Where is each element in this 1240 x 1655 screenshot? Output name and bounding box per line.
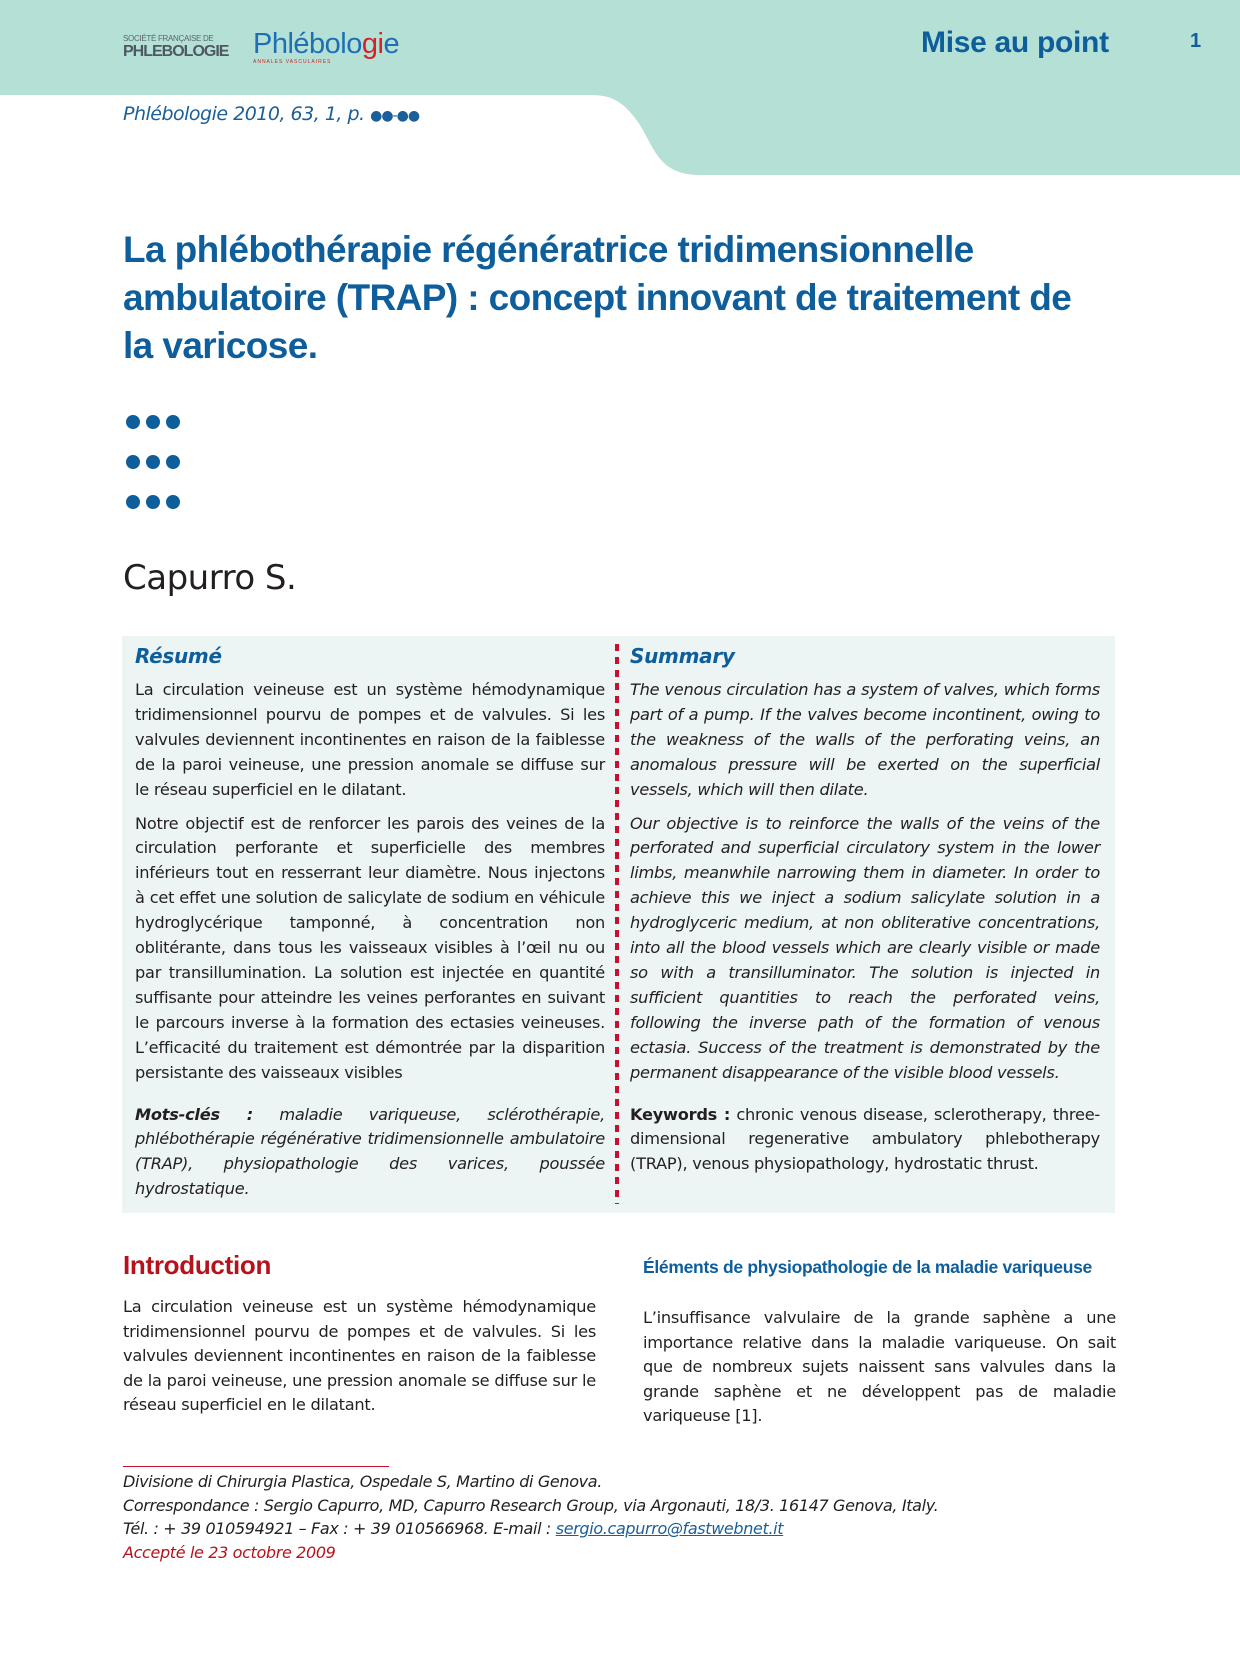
introduction-heading: Introduction: [123, 1250, 272, 1280]
dot-icon: [126, 455, 140, 469]
abstract-english: [630, 636, 1100, 1186]
email-link[interactable]: sergio.capurro@fastwebnet.it: [555, 1519, 784, 1538]
journal-citation: [123, 103, 419, 125]
abstract-heading-fr: Résumé: [135, 644, 222, 668]
journal-logo-name: Phlébolo: [253, 28, 362, 60]
footnote-rule: [123, 1466, 389, 1467]
article-author: Capurro S.: [123, 558, 297, 598]
introduction-section: [123, 1250, 596, 1418]
society-logo-line2: PHLEBOLOGIE: [123, 43, 229, 60]
article-title: La phlébothérapie régénératrice tridimensionnelle ambulatoire (TRAP) : concept innovant de traitement de la varicose.: [123, 229, 1072, 366]
dot-icon: [126, 415, 140, 429]
abstract-heading-en: Summary: [630, 644, 735, 668]
keywords-list-fr: maladie variqueuse, sclérothérapie, phlébothérapie régénérative tridimensionnelle ambulatoire (TRAP), physiopathologie des varices, poussée hydrostatique.: [135, 1104, 605, 1199]
keywords-label-fr: Mots-clés :: [135, 1104, 253, 1124]
accepted-date: Accepté le 23 octobre 2009: [123, 1542, 336, 1562]
abstract-french: [135, 636, 605, 1211]
dot-icon: [166, 495, 180, 509]
keywords-fr: [135, 1103, 605, 1203]
society-logo-line1: SOCIÉTÉ FRANÇAISE DE: [123, 34, 214, 43]
physiopathology-section: [643, 1250, 1116, 1429]
dot-icon: [126, 495, 140, 509]
physiopathology-text: L’insuffisance valvulaire de la grande saphène a une importance relative dans la maladie variqueuse. On sait que de nombreux sujets naissent sans valvules dans la grande saphène et ne développent pas de maladie variqueuse [1].: [643, 1308, 1116, 1425]
abstract-paragraph: Notre objectif est de renforcer les parois des veines de la circulation perforante et superficielle des membres inférieurs tout en resserrant leur diamètre. Nous injectons à cet effet une solution de salicylate de sodium en véhicule hydroglycérique tamponné, à concentration non oblitérante, dans tous les vaisseaux visibles à l’œil nu ou par transillumination. La solution est injectée en quantité suffisante pour atteindre les veines perforantes en suivant le parcours inverse à la formation des ectasies veineuses. L’efficacité du traitement est démontrée par la disparition persistante des vaisseaux visibles: [135, 813, 605, 1082]
affiliation: Divisione di Chirurgia Plastica, Ospedale S, Martino di Genova.: [123, 1472, 602, 1491]
dot-icon: [146, 455, 160, 469]
dot-icon: [146, 495, 160, 509]
journal-logo-name-end: e: [383, 28, 400, 60]
dot-icon: [166, 455, 180, 469]
column-divider: [615, 644, 619, 1204]
dot-icon: [146, 415, 160, 429]
introduction-text: La circulation veineuse est un système hémodynamique tridimensionnel pourvu de pompes et de valvules. Si les valvules deviennent incontinentes en raison de la faiblesse de la paroi veineuse, une pression anomale se diffuse sur le réseau superficiel en le dilatant.: [123, 1297, 596, 1414]
correspondence: Correspondance : Sergio Capurro, MD, Capurro Research Group, via Argonauti, 18/3. 16147 Genova, Italy.: [123, 1495, 939, 1515]
keywords-en: [630, 1103, 1100, 1178]
citation-text: Phlébologie 2010, 63, 1, p.: [123, 103, 371, 125]
journal-logo-subtitle: ANNALES VASCULAIRES: [253, 59, 332, 65]
keywords-label-en: Keywords :: [630, 1104, 731, 1124]
contact-phone-fax: Tél. : + 39 010594921 – Fax : + 39 010566968. E-mail :: [123, 1519, 556, 1538]
page-number: 1: [1190, 30, 1202, 52]
society-logo: [123, 34, 231, 70]
physiopathology-heading: Éléments de physiopathologie de la maladie variqueuse: [643, 1257, 1092, 1277]
keywords-list-en: chronic venous disease, sclerotherapy, three-dimensional regenerative ambulatory phlebotherapy (TRAP), venous physiopathology, hydrostatic thrust.: [630, 1104, 1100, 1174]
abstract-box: [122, 636, 1115, 1213]
footnotes: [123, 1470, 1123, 1564]
abstract-paragraph: Our objective is to reinforce the walls of the veins of the perforated and superficial circulatory system in the lower limbs, meanwhile narrowing them in diameter. In order to achieve this we inject a sodium salicylate solution in a hydroglyceric medium, at non obliterative concentrations, into all the blood vessels which are clearly visible or made so with a transilluminator. The solution is injected in sufficient quantities to reach the perforated veins, following the inverse path of the formation of venous ectasia. Success of the treatment is demonstrated by the permanent disappearance of the visible blood vessels.: [630, 813, 1100, 1082]
contact-line: [123, 1517, 1123, 1541]
citation-pages: ●●-●●: [370, 108, 420, 124]
dot-icon: [166, 415, 180, 429]
abstract-paragraph: La circulation veineuse est un système hémodynamique tridimensionnel pourvu de pompes et de valvules. Si les valvules deviennent incontinentes en raison de la faiblesse de la paroi veineuse, une pression anomale se diffuse sur le réseau superficiel en le dilatant.: [135, 680, 605, 799]
abstract-paragraph: The venous circulation has a system of valves, which forms part of a pump. If the valves become incontinent, owing to the weakness of the walls of the perforating veins, an anomalous pressure will be exerted on the superficial vessels, which will then dilate.: [630, 680, 1100, 799]
journal-logo: [253, 28, 400, 65]
section-label: Mise au point: [921, 26, 1109, 59]
decorative-dots: [126, 415, 180, 535]
journal-logo-accent: gi: [361, 28, 384, 60]
